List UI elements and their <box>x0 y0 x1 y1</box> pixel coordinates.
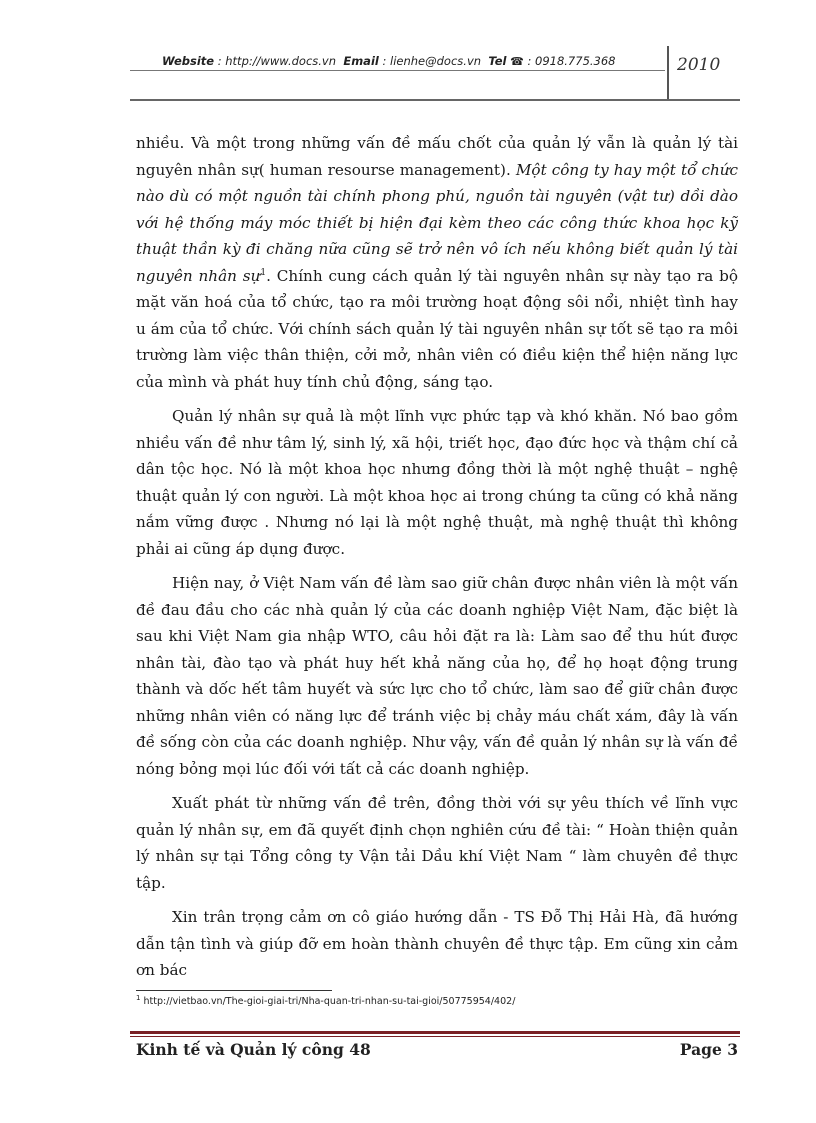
footnote-number: 1 <box>136 994 141 1002</box>
header-year: 2010 <box>677 55 721 75</box>
header-contact-line <box>162 54 616 68</box>
footnote-separator <box>136 990 332 991</box>
paragraph-2: Quản lý nhân sự quả là một lĩnh vực phức tạp và khó khăn. Nó bao gồm nhiều vấn đề như tâm lý, sinh lý, xã hội, triết học, đạo đức học và thậm chí cả dân tộc học. Nó là một khoa học nhưng đồng thời là một nghệ thuật – nghệ thuật quản lý con người. Là một khoa học ai trong chúng ta cũng có khả năng nắm vững được . Nhưng nó lại là một nghệ thuật, mà nghệ thuật thì không phải ai cũng áp dụng được. <box>136 407 738 558</box>
header-vertical-divider <box>667 46 669 100</box>
page-header <box>130 46 740 102</box>
tel-label: Tel <box>488 54 507 68</box>
email-value: : lienhe@docs.vn <box>382 54 482 68</box>
header-underline <box>130 70 665 71</box>
footer-page-number: Page 3 <box>679 1040 738 1059</box>
paragraph-1-italic-quote: Một công ty hay một tổ chức nào dù có một nguồn tài chính phong phú, nguồn tài nguyên (vật tư) dồi dào với hệ thống máy móc thiết bị hiện đại kèm theo các công thức khoa học kỹ thuật thần kỳ đi chăng nữa cũng sẽ trở nên vô ích nếu không biết quản lý tài nguyên nhân sự <box>136 160 739 285</box>
phone-icon: ☎ <box>510 55 524 68</box>
paragraph-1 <box>136 130 738 395</box>
email-label: Email <box>343 54 379 68</box>
footer-rule-thin <box>130 1036 740 1037</box>
footer-course-title: Kinh tế và Quản lý công 48 <box>136 1040 371 1059</box>
paragraph-4: Xuất phát từ những vấn đề trên, đồng thời với sự yêu thích về lĩnh vực quản lý nhân sự, em đã quyết định chọn nghiên cứu đề tài: “ Hoàn thiện quản lý nhân sự tại Tổng công ty Vận tải Dầu khí Việt Nam “ làm chuyên đề thực tập. <box>136 794 738 892</box>
paragraph-1-text-a: nhiều. Và một trong những vấn đề mấu chốt của quản lý vẫn là quản lý tài nguyên nhân sự( human resourse management). <box>136 134 738 179</box>
footer-rule-thick <box>130 1031 740 1034</box>
paragraph-1-text-b: . Chính cung cách quản lý tài nguyên nhân sự này tạo ra bộ mặt văn hoá của tổ chức, tạo ra môi trường hoạt động sôi nổi, nhiệt tình hay u ám của tổ chức. Với chính sách quản lý tài nguyên nhân sự tốt sẽ tạo ra môi trường làm việc thân thiện, cởi mở, nhân viên có điều kiện thể hiện năng lực của mình và phát huy tính chủ động, sáng tạo. <box>136 266 738 391</box>
website-value: : http://www.docs.vn <box>217 54 337 68</box>
paragraph-3: Hiện nay, ở Việt Nam vấn đề làm sao giữ chân được nhân viên là một vấn đề đau đầu cho các nhà quản lý của các doanh nghiệp Việt Nam, đặc biệt là sau khi Việt Nam gia nhập WTO, câu hỏi đặt ra là: Làm sao để thu hút được nhân tài, đào tạo và phát huy hết khả năng của họ, để họ hoạt động trung thành và dốc hết tâm huyết và sức lực cho tổ chức, làm sao để giữ chân được những nhân viên có năng lực để tránh việc bị chảy máu chất xám, đây là vấn đề sống còn của các doanh nghiệp. Như vậy, vấn đề quản lý nhân sự là vấn đề nóng bỏng mọi lúc đối với tất cả các doanh nghiệp. <box>136 574 738 778</box>
document-body <box>136 130 738 992</box>
tel-value: : 0918.775.368 <box>527 54 616 68</box>
paragraph-5: Xin trân trọng cảm ơn cô giáo hướng dẫn - TS Đỗ Thị Hải Hà, đã hướng dẫn tận tình và giúp đỡ em hoàn thành chuyên đề thực tập. Em cũng xin cảm ơn bác <box>136 908 738 979</box>
footnote <box>136 994 515 1007</box>
website-label: Website <box>162 54 215 68</box>
footnote-link[interactable]: http://vietbao.vn/The-gioi-giai-tri/Nha-quan-tri-nhan-su-tai-gioi/50775954/402/ <box>140 996 516 1008</box>
header-rule <box>130 99 740 101</box>
footnote-reference[interactable]: 1 <box>260 267 267 278</box>
